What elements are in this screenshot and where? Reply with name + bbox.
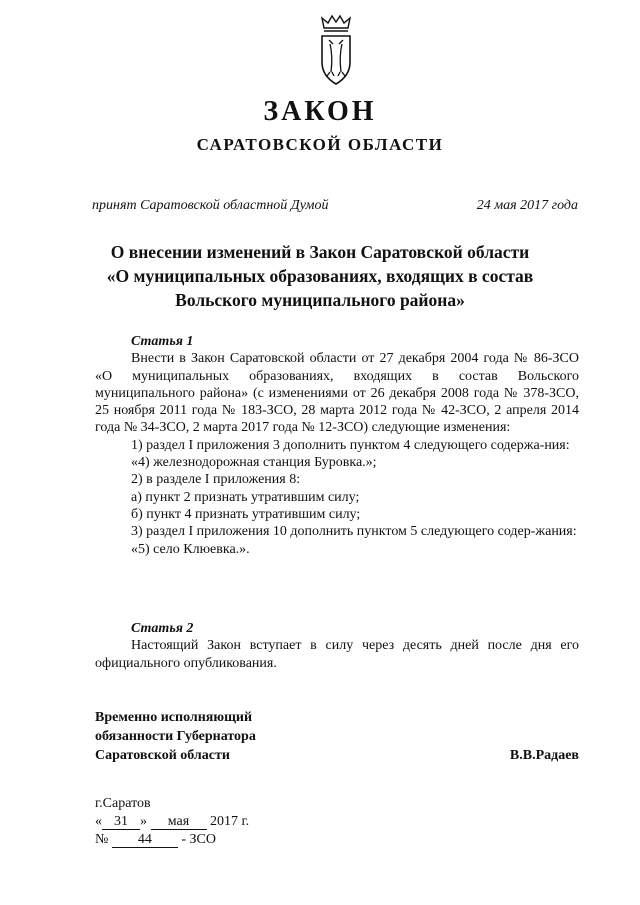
date-year: 2017 г. (210, 814, 250, 829)
law-heading (60, 240, 580, 312)
date-line (95, 813, 249, 831)
signature-line-1: Временно исполняющий (95, 710, 253, 725)
adopted-date: 24 мая 2017 года (476, 198, 578, 213)
article-2-text: Настоящий Закон вступает в силу через десять дней после дня его официального опубликования. (95, 638, 579, 671)
number-line (95, 831, 249, 849)
article-1-item-3: 3) раздел I приложения 10 дополнить пунктом 5 следующего содер-жания: (131, 524, 577, 540)
quote-open: « (95, 814, 102, 829)
article-1-item-1: 1) раздел I приложения 3 дополнить пунктом 4 следующего содержа-ния: (131, 437, 570, 453)
article-1 (95, 333, 579, 558)
article-1-item-2b: б) пункт 4 признать утратившим силу; (131, 506, 361, 522)
law-footer (95, 795, 249, 849)
number-sign: № (95, 832, 109, 847)
coat-of-arms-icon (316, 14, 356, 86)
signature-block (95, 708, 579, 765)
region-title: САРАТОВСКОЙ ОБЛАСТИ (196, 135, 444, 154)
law-title: ЗАКОН (263, 96, 377, 127)
article-1-title: Статья 1 (131, 334, 194, 349)
article-1-item-2a: а) пункт 2 признать утратившим силу; (131, 489, 360, 505)
adoption-line (92, 198, 578, 214)
article-1-intro: Внести в Закон Саратовской области от 27 декабря 2004 года № 86-ЗСО «О муниципальных образованиях, входящих в состав Вольского муниципального района» (с изменениями от 26 декабря 2008 года № 378-ЗСО, 25 ноября 2011 года № 183-ЗСО, 28 марта 2012 года № 42-ЗСО, 2 апреля 2014 года № 34-ЗСО, 2 марта 2017 года № 12-ЗСО) следующие изменения: (95, 351, 579, 436)
law-number: 44 (112, 832, 178, 848)
date-day: 31 (102, 814, 140, 830)
signature-line-2: обязанности Губернатора (95, 729, 256, 744)
number-suffix: - ЗСО (181, 832, 216, 847)
article-2 (95, 620, 579, 672)
article-1-item-2: 2) в разделе I приложения 8: (131, 472, 301, 488)
signatory-name: В.В.Радаев (509, 748, 579, 763)
quote-close: » (140, 814, 147, 829)
adopted-by: принят Саратовской областной Думой (92, 198, 329, 213)
article-1-item-3-text: «5) село Клюевка.». (131, 541, 250, 557)
date-month: мая (151, 814, 207, 830)
heading-line: «О муниципальных образованиях, входящих в состав (106, 266, 534, 286)
signature-line-3: Саратовской области (95, 748, 230, 763)
article-2-title: Статья 2 (131, 621, 194, 636)
article-1-item-1-text: «4) железнодорожная станция Буровка.»; (131, 455, 377, 471)
city: г.Саратов (95, 796, 151, 811)
heading-line: О внесении изменений в Закон Саратовской области (110, 242, 530, 262)
heading-line: Вольского муниципального района» (175, 290, 465, 310)
